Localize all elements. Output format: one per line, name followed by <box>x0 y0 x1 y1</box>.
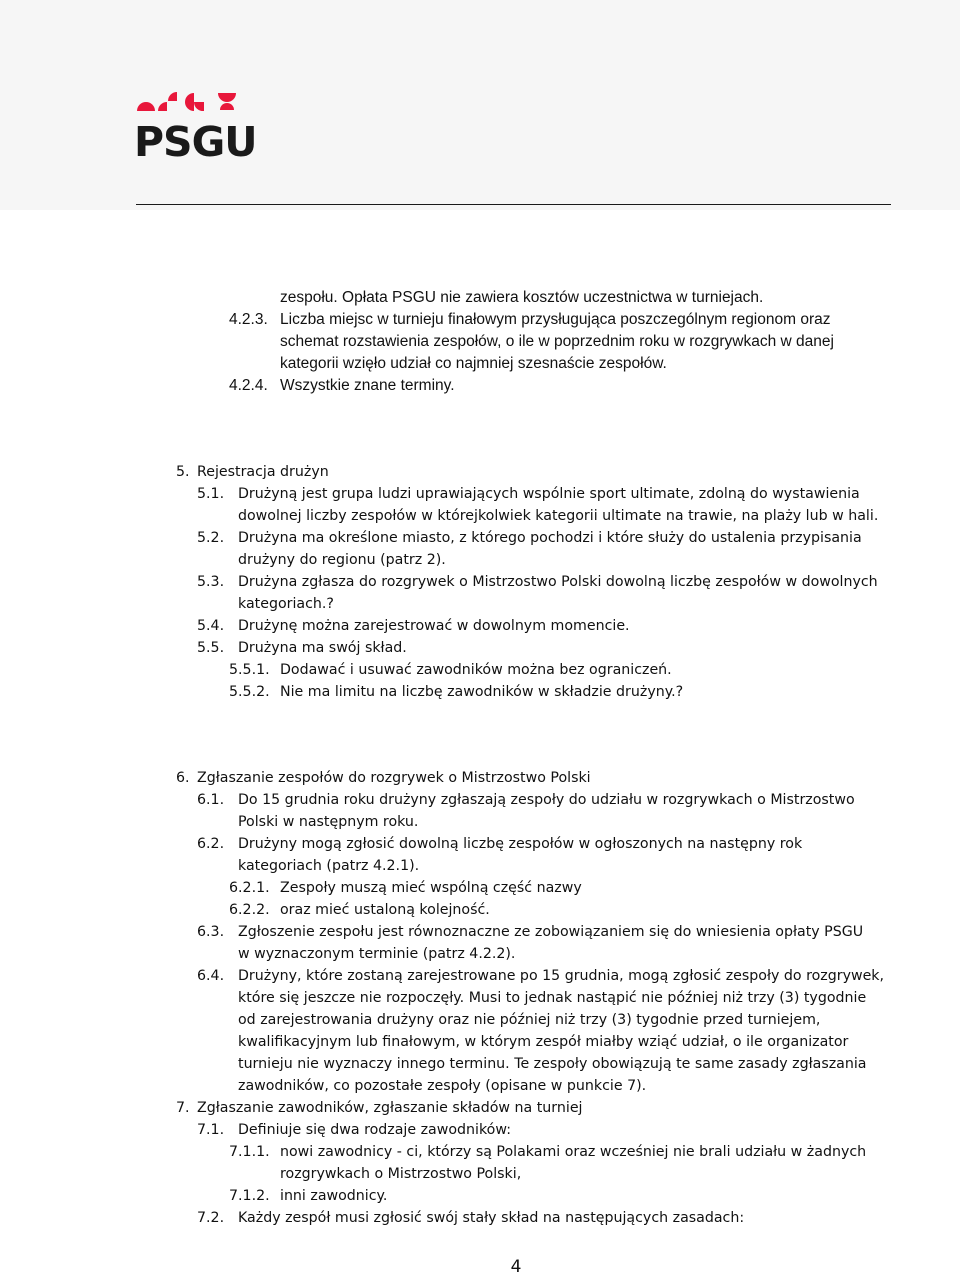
item-number: 6.4. <box>197 968 225 984</box>
text-line: kategorii wzięło udział co najmniej szesnaście zespołów. <box>280 355 667 372</box>
item-number: 7.1.1. <box>229 1144 270 1160</box>
text-line: schemat rozstawienia zespołów, o ile w poprzednim roku w rozgrywkach w danej <box>280 333 834 350</box>
item-number: 5.5.2. <box>229 684 270 700</box>
item-number: 4.2.4. <box>229 377 268 394</box>
text-line: Liczba miejsc w turnieju finałowym przysługująca poszczególnym regionom oraz <box>280 311 831 328</box>
item-number: 6.2.2. <box>229 902 270 918</box>
text-line: drużyny do regionu (patrz 2). <box>238 552 446 568</box>
section-number: 6. <box>176 770 190 786</box>
item-number: 5.4. <box>197 618 225 634</box>
text-line: Nie ma limitu na liczbę zawodników w składzie drużyny.? <box>280 684 684 700</box>
item-number: 5.5.1. <box>229 662 270 678</box>
item-number: 7.2. <box>197 1210 225 1226</box>
text-line: od zarejestrowania drużyny oraz nie później niż trzy (3) tygodnie przed turniejem, <box>238 1012 821 1028</box>
item-number: 6.2.1. <box>229 880 270 896</box>
logo-text: PSGU <box>134 118 257 166</box>
section-number: 5. <box>176 464 190 480</box>
text-line: Drużynę można zarejestrować w dowolnym momencie. <box>238 618 630 634</box>
item-number: 6.2. <box>197 836 225 852</box>
text-line: kategoriach.? <box>238 596 334 612</box>
text-line: Drużyna ma określone miasto, z którego pochodzi i które służy do ustalenia przypisania <box>238 530 862 546</box>
text-line: Do 15 grudnia roku drużyny zgłaszają zespoły do udziału w rozgrywkach o Mistrzostwo <box>238 792 855 808</box>
item-number: 5.1. <box>197 486 225 502</box>
header-divider <box>136 204 891 205</box>
text-line: Drużyny mogą zgłosić dowolną liczbę zespołów w ogłoszonych na następny rok <box>238 836 803 852</box>
text-line: rozgrywkach o Mistrzostwo Polski, <box>280 1166 522 1182</box>
text-line: kategoriach (patrz 4.2.1). <box>238 858 420 874</box>
text-line: turnieju nie wyznaczy innego terminu. Te zespoły obowiązują te same zasady zgłaszania <box>238 1056 867 1072</box>
item-number: 4.2.3. <box>229 311 268 328</box>
item-number: 7.1.2. <box>229 1188 270 1204</box>
page-number: 4 <box>510 1257 522 1277</box>
text-line: Polski w następnym roku. <box>238 814 419 830</box>
section-number: 7. <box>176 1100 190 1116</box>
item-number: 5.5. <box>197 640 225 656</box>
text-line: Zespoły muszą mieć wspólną część nazwy <box>280 880 582 896</box>
text-line: które się jeszcze nie rozpoczęły. Musi to jednak nastąpić nie później niż trzy (3) tygodnie <box>238 990 867 1006</box>
text-line: zespołu. Opłata PSGU nie zawiera kosztów uczestnictwa w turniejach. <box>280 289 764 306</box>
text-line: Drużyna ma swój skład. <box>238 640 407 656</box>
section-heading: Zgłaszanie zespołów do rozgrywek o Mistrzostwo Polski <box>197 770 591 786</box>
text-line: Wszystkie znane terminy. <box>280 377 455 394</box>
text-line: nowi zawodnicy - ci, którzy są Polakami oraz wcześniej nie brali udziału w żadnych <box>280 1144 867 1160</box>
item-number: 6.3. <box>197 924 225 940</box>
item-number: 7.1. <box>197 1122 225 1138</box>
text-line: zawodników, co pozostałe zespoły (opisane w punkcie 7). <box>238 1078 647 1094</box>
text-line: Drużyny, które zostaną zarejestrowane po 15 grudnia, mogą zgłosić zespoły do rozgrywek, <box>238 968 885 984</box>
text-line: Definiuje się dwa rodzaje zawodników: <box>238 1122 511 1138</box>
text-line: Drużyną jest grupa ludzi uprawiających wspólnie sport ultimate, zdolną do wystawienia <box>238 486 860 502</box>
text-line: dowolnej liczby zespołów w którejkolwiek kategorii ultimate na trawie, na plaży lub w hali. <box>238 508 879 524</box>
section-heading: Rejestracja drużyn <box>197 464 329 480</box>
psgu-logo-icon <box>136 90 240 114</box>
item-number: 5.3. <box>197 574 225 590</box>
text-line: w wyznaczonym terminie (patrz 4.2.2). <box>238 946 516 962</box>
item-number: 6.1. <box>197 792 225 808</box>
text-line: Drużyna zgłasza do rozgrywek o Mistrzostwo Polski dowolną liczbę zespołów w dowolnych <box>238 574 878 590</box>
text-line: kwalifikacyjnym lub finałowym, w którym zespół miałby wziąć udział, o ile organizator <box>238 1034 849 1050</box>
text-line: Zgłoszenie zespołu jest równoznaczne ze zobowiązaniem się do wniesienia opłaty PSGU <box>238 924 864 940</box>
item-number: 5.2. <box>197 530 225 546</box>
text-line: Dodawać i usuwać zawodników można bez ograniczeń. <box>280 662 672 678</box>
text-line: oraz mieć ustaloną kolejność. <box>280 902 490 918</box>
text-line: Każdy zespół musi zgłosić swój stały skład na następujących zasadach: <box>238 1210 745 1226</box>
section-heading: Zgłaszanie zawodników, zgłaszanie składów na turniej <box>197 1100 583 1116</box>
text-line: inni zawodnicy. <box>280 1188 388 1204</box>
